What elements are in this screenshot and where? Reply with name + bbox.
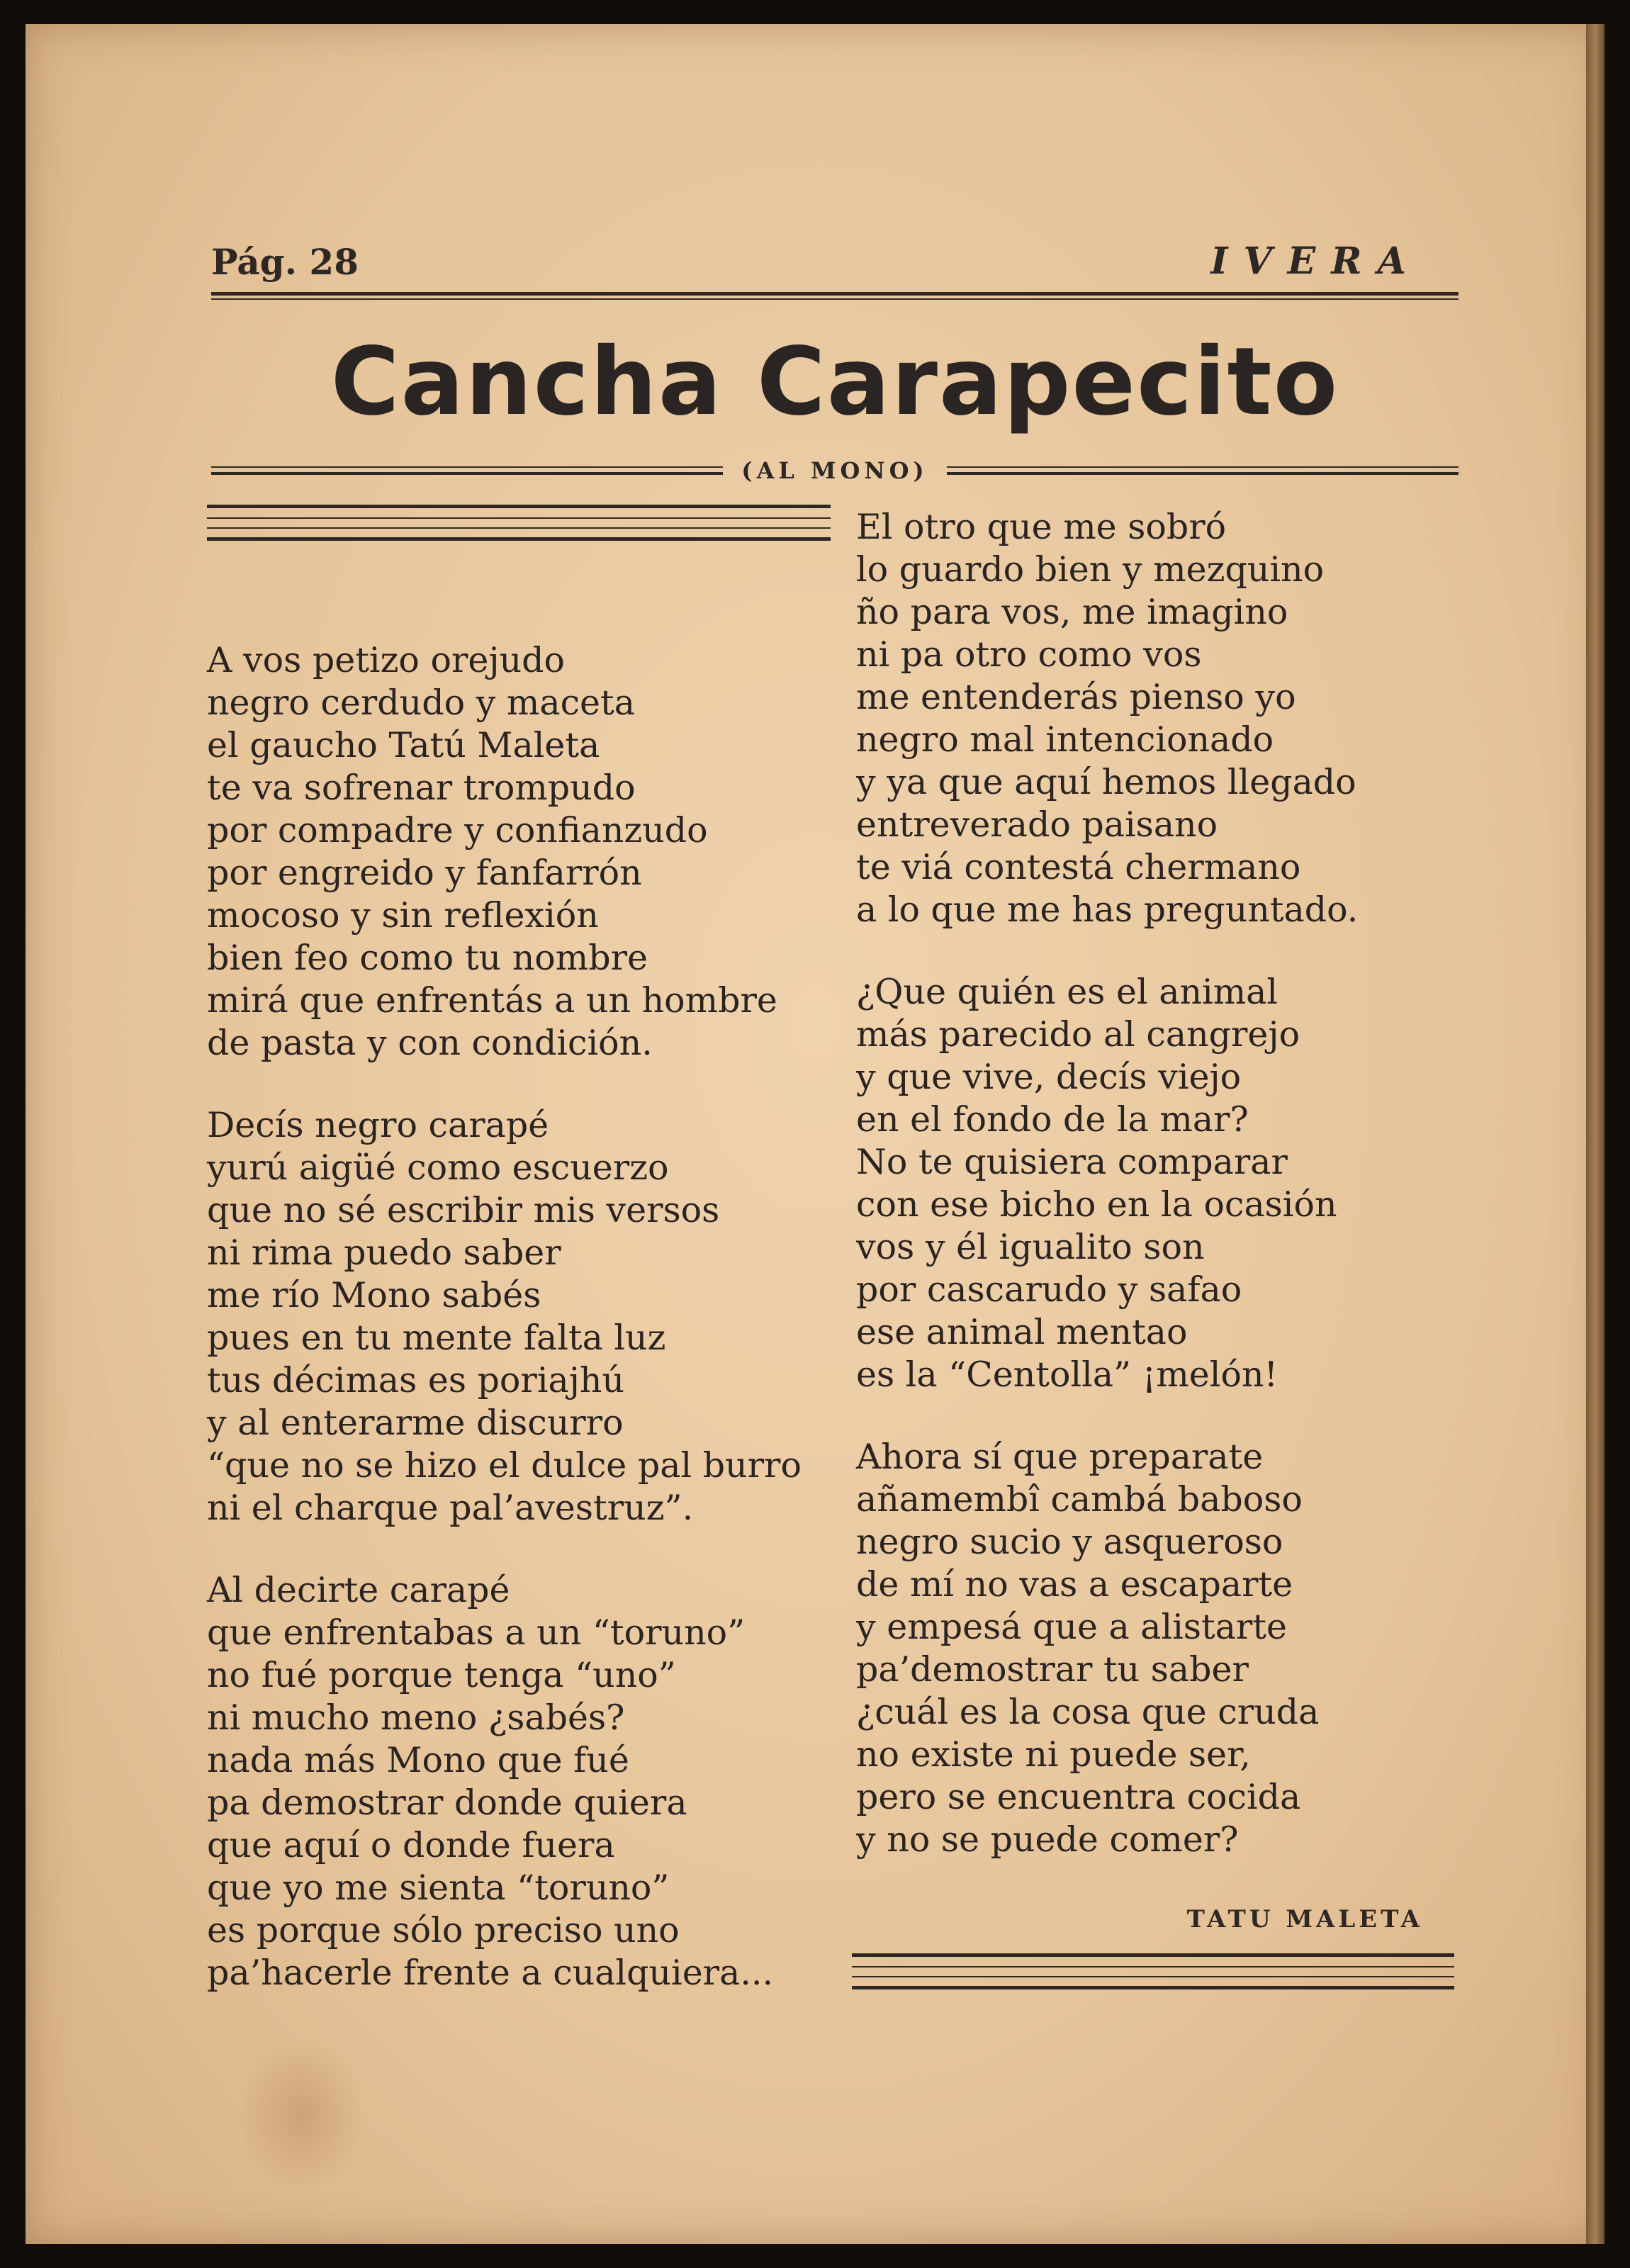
poem-subtitle: (AL MONO) xyxy=(741,457,928,484)
poem-line: el gaucho Tatú Maleta xyxy=(207,725,600,765)
poem-line: de pasta y con condición. xyxy=(207,1023,653,1063)
poem-line: negro sucio y asqueroso xyxy=(856,1522,1283,1562)
poem-line: negro cerdudo y maceta xyxy=(207,683,635,723)
paper-stain xyxy=(238,2037,366,2193)
poem-line: y ya que aquí hemos llegado xyxy=(856,762,1356,802)
poem-line: ni pa otro como vos xyxy=(856,634,1202,675)
poem-line: A vos petizo orejudo xyxy=(207,640,566,680)
poem-line: te viá contestá chermano xyxy=(856,847,1301,887)
magazine-page xyxy=(26,24,1604,2244)
poem-line: que enfrentabas a un “toruno” xyxy=(207,1612,746,1653)
stanza xyxy=(207,1104,845,1529)
poem-line: que yo me sienta “toruno” xyxy=(207,1868,670,1908)
poem-line: pues en tu mente falta luz xyxy=(207,1318,666,1358)
poem-line: mocoso y sin reflexión xyxy=(207,895,599,936)
header-rule xyxy=(211,292,1458,300)
poem-line: yurú aigüé como escuerzo xyxy=(207,1147,669,1188)
poem-line: en el fondo de la mar? xyxy=(856,1099,1249,1140)
poem-line: Ahora sí que preparate xyxy=(856,1437,1264,1477)
page-spine xyxy=(1586,24,1604,2244)
author-signature: TATU MALETA xyxy=(1186,1905,1423,1933)
poem-line: bien feo como tu nombre xyxy=(207,938,648,978)
magazine-name: IVERA xyxy=(1210,240,1422,283)
poem-line: es la “Centolla” ¡melón! xyxy=(856,1354,1278,1395)
poem-line: tus décimas es poriajhú xyxy=(207,1360,625,1400)
poem-line: lo guardo bien y mezquino xyxy=(856,549,1325,590)
poem-line: pero se encuentra cocida xyxy=(856,1777,1301,1817)
poem-line: ni el charque pal’avestruz”. xyxy=(207,1488,694,1528)
poem-line: “que no se hizo el dulce pal burro xyxy=(207,1445,802,1486)
right-poem-column xyxy=(856,506,1466,1901)
left-poem-column xyxy=(207,639,845,2034)
poem-line: ni mucho meno ¿sabés? xyxy=(207,1697,625,1738)
poem-line: no fué porque tenga “uno” xyxy=(207,1655,676,1695)
poem-line: ese animal mentao xyxy=(856,1312,1188,1352)
poem-line: El otro que me sobró xyxy=(856,507,1227,547)
poem-line: añamembî cambá baboso xyxy=(856,1479,1303,1520)
poem-line: entreverado paisano xyxy=(856,804,1218,845)
poem-line: que no sé escribir mis versos xyxy=(207,1190,720,1230)
poem-line: nada más Mono que fué xyxy=(207,1740,629,1780)
poem-line: más parecido al cangrejo xyxy=(856,1014,1300,1055)
subtitle-rule-left xyxy=(211,466,723,475)
poem-line: por engreido y fanfarrón xyxy=(207,853,642,893)
left-column-rule xyxy=(207,505,831,547)
poem-line: ño para vos, me imagino xyxy=(856,592,1288,632)
page-number: Pág. 28 xyxy=(211,241,359,283)
stanza xyxy=(207,639,845,1065)
poem-line: por cascarudo y safao xyxy=(856,1269,1242,1310)
poem-line: ni rima puedo saber xyxy=(207,1233,561,1273)
poem-line: por compadre y confianzudo xyxy=(207,810,708,850)
stanza xyxy=(856,506,1466,931)
poem-line: te va sofrenar trompudo xyxy=(207,768,636,808)
poem-line: a lo que me has preguntado. xyxy=(856,889,1359,930)
poem-line: ¿Que quién es el animal xyxy=(856,972,1278,1012)
poem-title: Cancha Carapecito xyxy=(330,327,1339,437)
poem-line: con ese bicho en la ocasión xyxy=(856,1184,1337,1225)
subtitle-rule-right xyxy=(947,466,1458,475)
poem-line: es porque sólo preciso uno xyxy=(207,1910,680,1950)
poem-line: y empesá que a alistarte xyxy=(856,1607,1288,1647)
stanza xyxy=(207,1569,845,1994)
poem-line: Al decirte carapé xyxy=(207,1570,510,1610)
stanza xyxy=(856,971,1466,1396)
poem-line: y al enterarme discurro xyxy=(207,1403,624,1443)
subtitle-row xyxy=(211,455,1458,486)
poem-line: me río Mono sabés xyxy=(207,1275,541,1315)
poem-line: pa demostrar donde quiera xyxy=(207,1783,687,1823)
poem-line: pa’demostrar tu saber xyxy=(856,1649,1249,1690)
stanza xyxy=(856,1436,1466,1861)
poem-line: no existe ni puede ser, xyxy=(856,1734,1251,1775)
poem-line: ¿cuál es la cosa que cruda xyxy=(856,1692,1320,1732)
poem-line: vos y él igualito son xyxy=(856,1227,1205,1267)
poem-line: pa’hacerle frente a cualquiera... xyxy=(207,1953,774,1993)
poem-line: mirá que enfrentás a un hombre xyxy=(207,980,777,1021)
poem-line: de mí no vas a escaparte xyxy=(856,1564,1293,1605)
poem-line: y que vive, decís viejo xyxy=(856,1057,1242,1097)
poem-line: y no se puede comer? xyxy=(856,1819,1239,1860)
poem-line: me entenderás pienso yo xyxy=(856,677,1296,717)
poem-line: Decís negro carapé xyxy=(207,1105,549,1145)
poem-line: que aquí o donde fuera xyxy=(207,1825,615,1865)
poem-line: negro mal intencionado xyxy=(856,719,1274,760)
poem-line: No te quisiera comparar xyxy=(856,1142,1288,1182)
closing-rule xyxy=(852,1953,1454,1996)
